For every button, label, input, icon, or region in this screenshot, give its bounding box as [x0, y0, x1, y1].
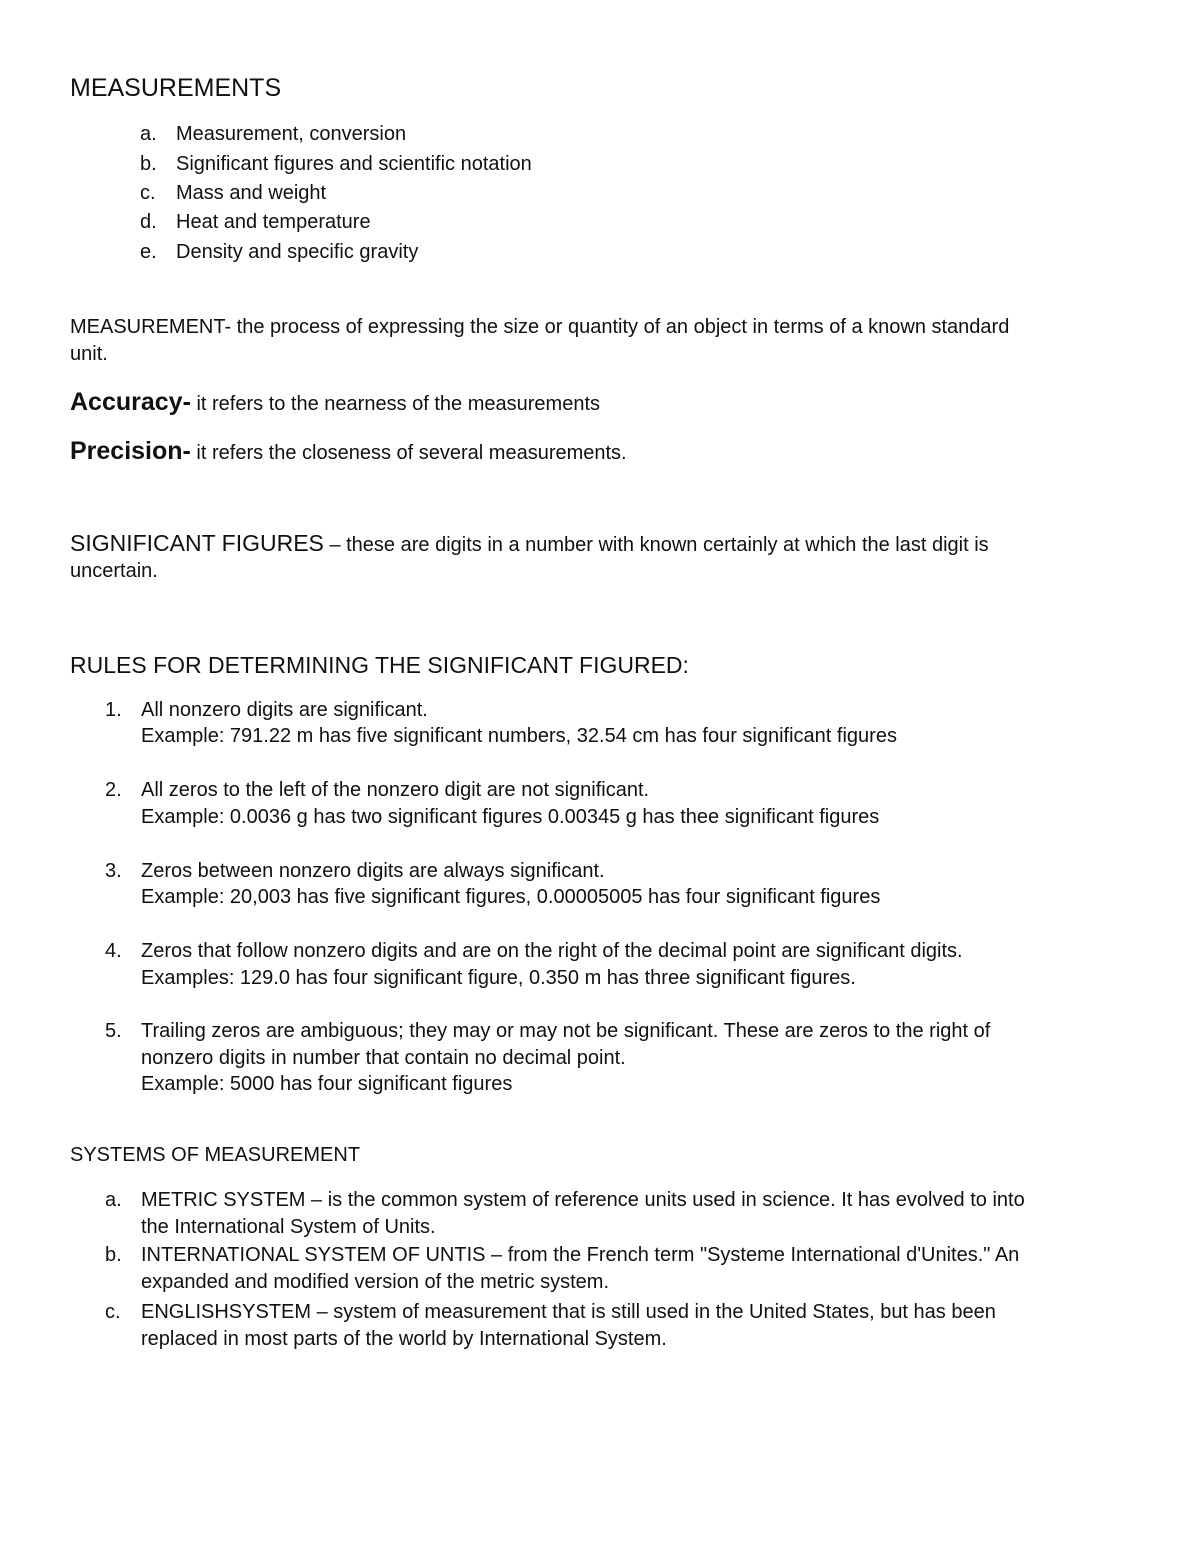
- rule-text: Trailing zeros are ambiguous; they may or may not be significant. These are zeros to the right of: [141, 1020, 991, 1042]
- rule-number: 1.: [105, 699, 122, 721]
- systems-heading: SYSTEMS OF MEASUREMENT: [70, 1144, 361, 1166]
- list-marker: e.: [140, 241, 157, 263]
- list-marker: d.: [140, 211, 157, 233]
- rule-example: Example: 5000 has four significant figures: [141, 1073, 513, 1095]
- rule-number: 4.: [105, 940, 122, 962]
- rule-text: Zeros between nonzero digits are always significant.: [141, 860, 605, 882]
- precision-definition: [70, 436, 627, 470]
- rule-example: Example: 20,003 has five significant figures, 0.00005005 has four significant figures: [141, 886, 881, 908]
- system-item: INTERNATIONAL SYSTEM OF UNTIS – from the French term "Systeme International d'Unites." An: [141, 1244, 1020, 1266]
- list-marker: b.: [105, 1244, 122, 1266]
- rule-example: Examples: 129.0 has four significant figure, 0.350 m has three significant figures.: [141, 967, 856, 989]
- system-item-cont: expanded and modified version of the metric system.: [141, 1271, 610, 1293]
- list-item: Density and specific gravity: [176, 241, 419, 263]
- precision-term: Precision-: [70, 437, 191, 465]
- accuracy-text: it refers to the nearness of the measurements: [190, 393, 600, 415]
- rule-text: All nonzero digits are significant.: [141, 699, 428, 721]
- list-item: Measurement, conversion: [176, 123, 407, 145]
- rule-text-cont: nonzero digits in number that contain no decimal point.: [141, 1047, 626, 1069]
- rule-example: Example: 0.0036 g has two significant figures 0.00345 g has thee significant figures: [141, 806, 880, 828]
- measurement-definition: MEASUREMENT- the process of expressing the size or quantity of an object in terms of a known standard: [70, 316, 1010, 338]
- list-item: Heat and temperature: [176, 211, 371, 233]
- sigfig-definition: [70, 528, 989, 562]
- rule-number: 3.: [105, 860, 122, 882]
- rule-text: Zeros that follow nonzero digits and are on the right of the decimal point are significant digits.: [141, 940, 963, 962]
- sigfig-term: SIGNIFICANT FIGURES: [70, 530, 324, 556]
- list-item: Significant figures and scientific notation: [176, 153, 532, 175]
- system-item: ENGLISHSYSTEM – system of measurement that is still used in the United States, but has been: [141, 1301, 996, 1323]
- sigfig-text: – these are digits in a number with known certainly at which the last digit is: [323, 534, 989, 556]
- precision-text: it refers the closeness of several measurements.: [190, 442, 627, 464]
- rule-text: All zeros to the left of the nonzero digit are not significant.: [141, 779, 650, 801]
- list-item: Mass and weight: [176, 182, 327, 204]
- system-item: METRIC SYSTEM – is the common system of reference units used in science. It has evolved to into: [141, 1189, 1025, 1211]
- sigfig-definition-cont: uncertain.: [70, 560, 158, 582]
- rules-heading: RULES FOR DETERMINING THE SIGNIFICANT FIGURED:: [70, 652, 689, 678]
- measurement-definition-cont: unit.: [70, 343, 108, 365]
- system-item-cont: replaced in most parts of the world by International System.: [141, 1328, 667, 1350]
- list-marker: a.: [140, 123, 157, 145]
- page-title: MEASUREMENTS: [70, 74, 282, 102]
- system-item-cont: the International System of Units.: [141, 1216, 436, 1238]
- list-marker: a.: [105, 1189, 122, 1211]
- rule-example: Example: 791.22 m has five significant numbers, 32.54 cm has four significant figures: [141, 725, 897, 747]
- rule-number: 2.: [105, 779, 122, 801]
- list-marker: c.: [105, 1301, 121, 1323]
- accuracy-definition: [70, 387, 600, 421]
- list-marker: b.: [140, 153, 157, 175]
- rule-number: 5.: [105, 1020, 122, 1042]
- accuracy-term: Accuracy-: [70, 388, 191, 416]
- list-marker: c.: [140, 182, 156, 204]
